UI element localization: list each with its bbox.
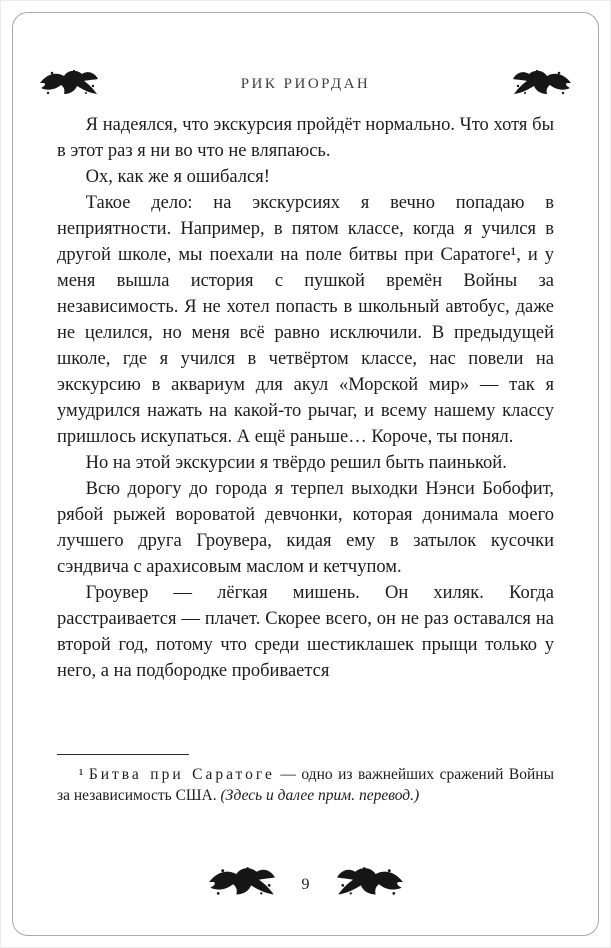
ink-splatter-icon xyxy=(511,68,573,103)
body-text xyxy=(57,112,554,746)
footnote-body: — одно из важнейших сражений Войны за независимость США. xyxy=(57,766,554,804)
footnote-text xyxy=(57,764,554,806)
footnote-translator-note: (Здесь и далее прим. перевод.) xyxy=(220,787,420,804)
page-number: 9 xyxy=(301,875,310,893)
footnote-separator xyxy=(57,754,189,755)
paragraph: Но на этой экскурсии я твёрдо решил быть паинькой. xyxy=(85,453,507,473)
page-footer xyxy=(0,865,611,904)
paragraph: Всю дорогу до города я терпел выходки Нэнси Бобофит, рябой рыжей вороватой девчонки, которая донимала моего лучшего друга Гроувера, кидая ему в затылок кусочки сэндвича с арахисовым маслом и кетчупом. xyxy=(57,479,554,577)
paragraph: Я надеялся, что экскурсия пройдёт нормально. Что хотя бы в этот раз я ни во что не вляпаюсь. xyxy=(57,115,554,161)
page-header xyxy=(0,66,611,102)
running-head-title: РИК РИОРДАН xyxy=(240,76,371,92)
footnote-marker: ¹ xyxy=(78,766,89,783)
paragraph: Такое дело: на экскурсиях я вечно попадаю в неприятности. Например, в пятом классе, когда я учился в другой школе, мы поехали на поле битвы при Саратоге¹, и у меня вышла история с пушкой времён Войны за независимость. Я не хотел попасть в школьный автобус, даже не целился, но меня всё равно исключили. В предыдущей школе, где я учился в четвёртом классе, нас повели на экскурсию в аквариум для акул «Морской мир» — так я умудрился нажать на какой-то рычаг, и всему нашему классу пришлось искупаться. А ещё раньше… Короче, ты понял. xyxy=(57,193,554,447)
footnote-term: Битва при Саратоге xyxy=(88,766,275,783)
paragraph: Гроувер — лёгкая мишень. Он хиляк. Когда расстраивается — плачет. Скорее всего, он не раз оставался на второй год, потому что среди шестиклашек прыщи только у него, а на подбородке пробивается xyxy=(57,583,554,681)
paragraph: Ох, как же я ошибался! xyxy=(85,167,270,187)
footnote-block xyxy=(57,754,554,806)
ink-splatter-icon xyxy=(206,865,278,904)
ink-splatter-icon xyxy=(334,865,406,904)
